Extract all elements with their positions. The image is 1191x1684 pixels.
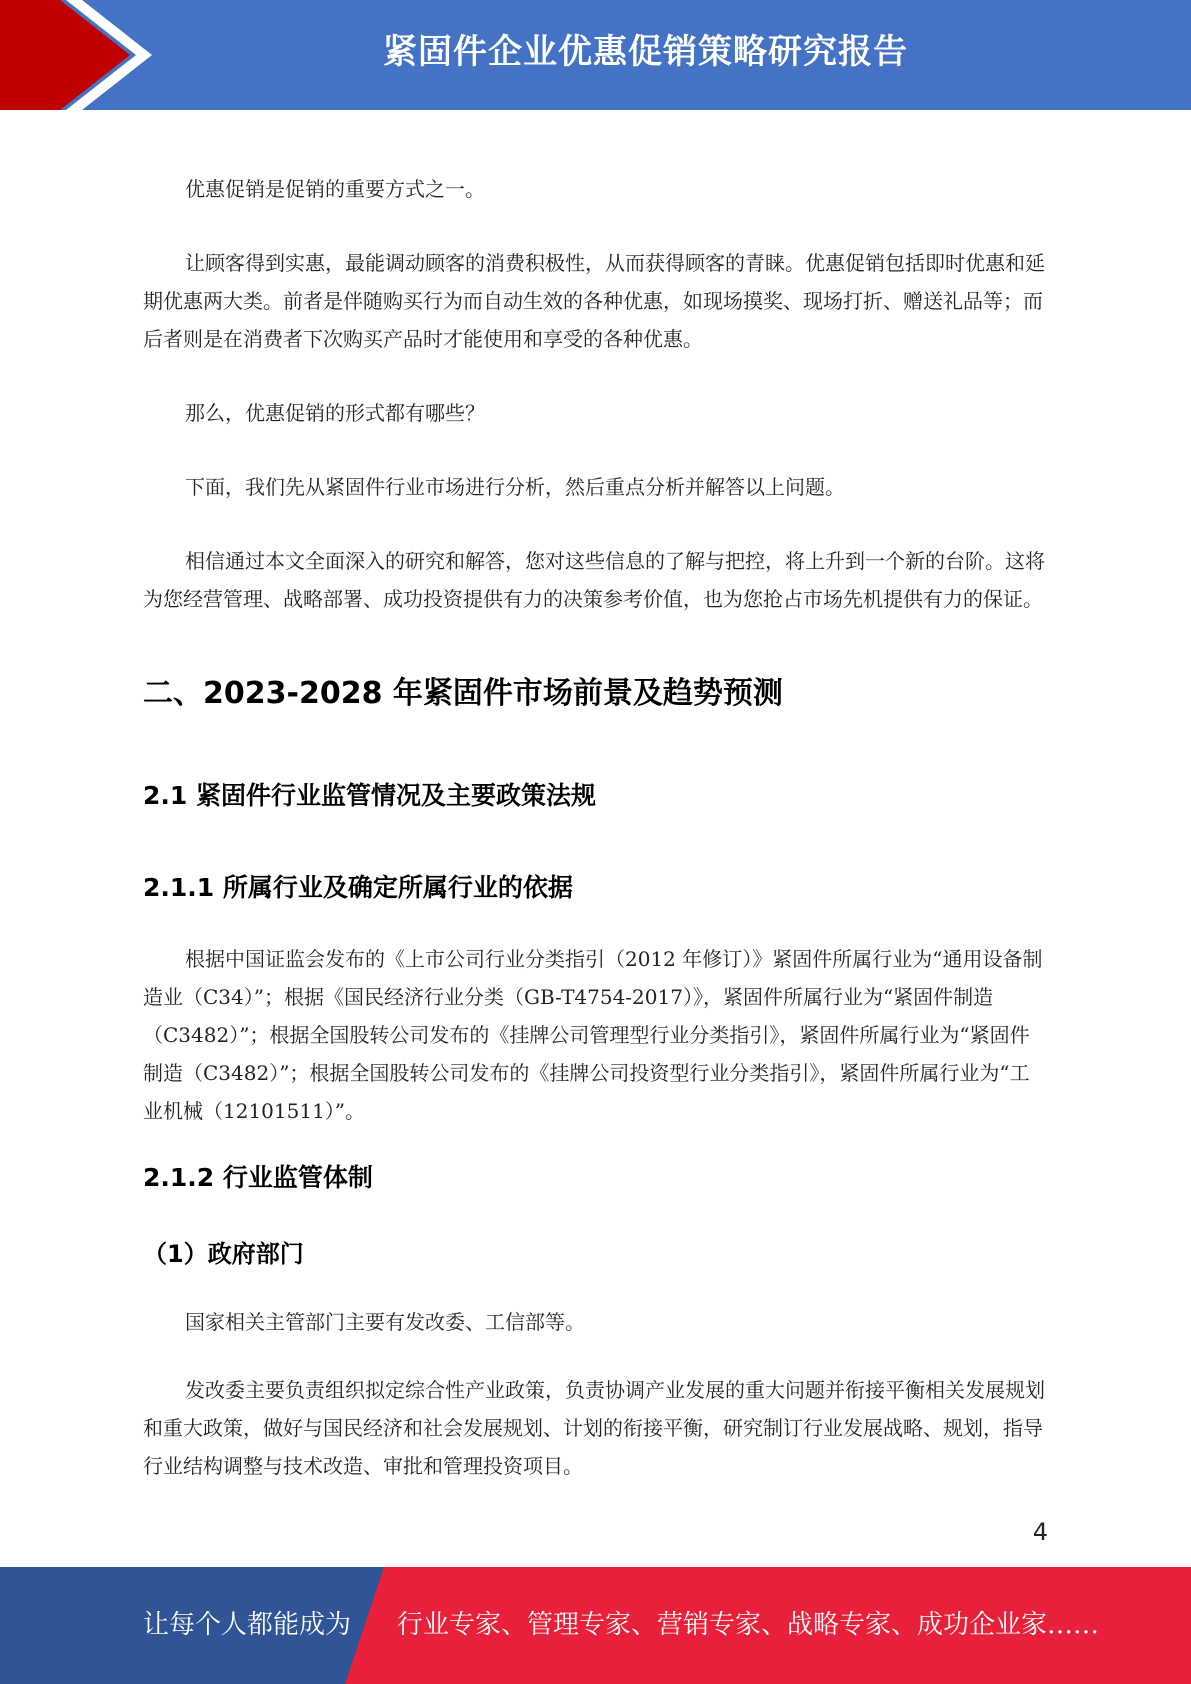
header-chevron-icon [0,0,160,110]
government-heading: （1）政府部门 [143,1240,304,1268]
subsubsection-heading-1: 2.1.1 所属行业及确定所属行业的依据 [143,873,573,902]
page-content [143,170,1047,1485]
intro-paragraph-2: 让顾客得到实惠，最能调动顾客的消费积极性，从而获得顾客的青睐。优惠促销包括即时优惠和延期优惠两大类。前者是伴随购买行为而自动生效的各种优惠，如现场摸奖、现场打折、赠送礼品等；而后者则是在消费者下次购买产品时才能使用和享受的各种优惠。 [143,251,1045,351]
industry-basis-paragraph: 根据中国证监会发布的《上市公司行业分类指引（2012 年修订）》紧固件所属行业为“通用设备制造业（C34）”；根据《国民经济行业分类（GB-T4754-2017）》，紧固件所属行业为“紧固件制造（C3482）”；根据全国股转公司发布的《挂牌公司管理型行业分类指引》，紧固件所属行业为“紧固件制造（C3482）”；根据全国股转公司发布的《挂牌公司投资型行业分类指引》，紧固件所属行业为“工业机械（12101511）”。 [143,947,1043,1123]
intro-paragraph-4: 下面，我们先从紧固件行业市场进行分析，然后重点分析并解答以上问题。 [185,475,845,499]
page-number: 4 [1032,1518,1048,1546]
footer-bar [0,1567,1191,1684]
section-heading: 二、2023-2028 年紧固件市场前景及趋势预测 [143,676,783,711]
subsection-heading: 2.1 紧固件行业监管情况及主要政策法规 [143,781,596,810]
subsubsection-heading-2: 2.1.2 行业监管体制 [143,1163,373,1192]
government-paragraph-1: 国家相关主管部门主要有发改委、工信部等。 [185,1310,585,1334]
intro-paragraph-3: 那么，优惠促销的形式都有哪些？ [185,401,485,425]
document-title: 紧固件企业优惠促销策略研究报告 [383,32,908,72]
header-bar [0,0,1191,110]
footer-slogan-right: 行业专家、管理专家、营销专家、战略专家、成功企业家…… [397,1610,1100,1640]
government-paragraph-2: 发改委主要负责组织拟定综合性产业政策，负责协调产业发展的重大问题并衔接平衡相关发展规划和重大政策，做好与国民经济和社会发展规划、计划的衔接平衡，研究制订行业发展战略、规划，指导行业结构调整与技术改造、审批和管理投资项目。 [143,1378,1045,1478]
intro-paragraph-1: 优惠促销是促销的重要方式之一。 [185,177,485,201]
footer-slogan-left: 让每个人都能成为 [143,1610,352,1640]
intro-paragraph-5: 相信通过本文全面深入的研究和解答，您对这些信息的了解与把控，将上升到一个新的台阶。这将为您经营管理、战略部署、成功投资提供有力的决策参考价值，也为您抢占市场先机提供有力的保证。 [143,549,1045,611]
